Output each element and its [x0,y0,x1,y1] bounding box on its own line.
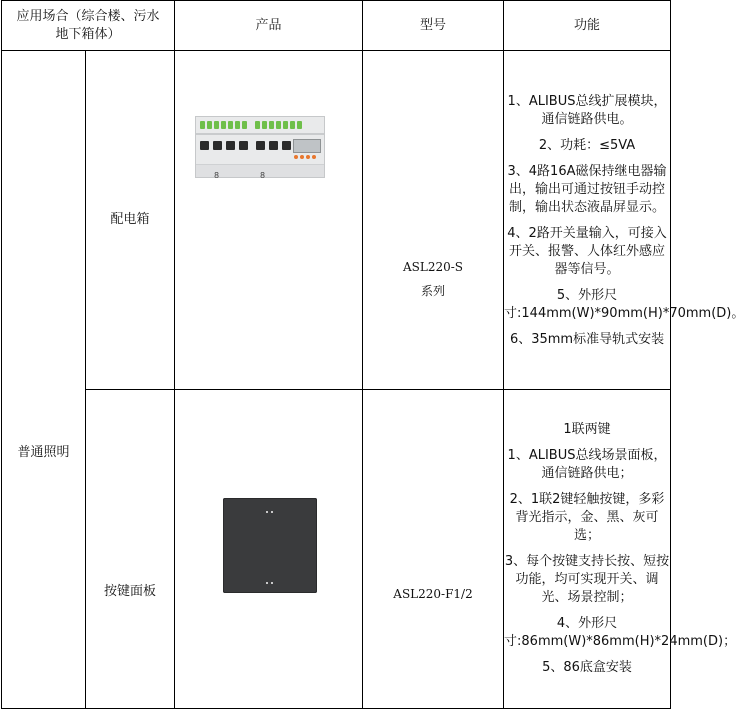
row-name-cell [86,51,175,390]
category-cell [2,51,86,709]
model-cell [363,51,504,390]
model-series: 系列 [421,284,446,298]
function-item: 4、外形尺寸:86mm(W)*86mm(H)*24mm(D)； [504,616,737,649]
header-scene-line1: 应用场合（综合楼、污水 [16,8,160,24]
function-item: 3、4路16A磁保持继电器输出，输出可通过按钮手动控制，输出状态液晶屏显示。 [507,163,667,215]
function-cell [504,390,737,709]
header-product: 产品 [175,1,363,51]
model-cell [363,390,504,709]
spec-table [1,0,744,709]
function-item: 5、外形尺寸:144mm(W)*90mm(H)*70mm(D)。 [504,287,744,321]
row-name-cell [86,390,175,709]
function-item: 4、2路开关量输入，可接入开关、报警、人体红外感应器等信号。 [507,225,667,277]
function-item: 2、1联2键轻触按键，多彩背光指示，金、黑、灰可选； [509,492,665,543]
function-item: 5、86底盒安装 [542,660,632,675]
header-model: 型号 [363,1,504,51]
din-rail-relay-module-image: 8 8 [195,116,325,178]
two-key-scene-panel-image [223,498,317,593]
function-item: 2、功耗：≤5VA [538,137,636,153]
function-cell [504,51,744,390]
header-function: 功能 [504,1,671,51]
model-number: ASL220-S [402,260,464,274]
model-number: ASL220-F1/2 [393,586,473,601]
product-image-cell [175,51,363,390]
header-scene [2,1,175,51]
header-scene-line2: 地下箱体） [55,26,121,42]
table-row [2,51,671,390]
function-item: 1联两键 [563,422,611,437]
category-label: 普通照明 [17,444,70,460]
product-image-cell [175,390,363,709]
function-item: 1、ALIBUS总线场景面板，通信链路供电； [507,448,667,481]
function-item: 3、每个按键支持长按、短按功能，均可实现开关、调光、场景控制； [504,554,670,605]
function-item: 6、35mm标准导轨式安装 [509,331,665,347]
row-name: 按键面板 [104,584,157,599]
table-row [2,390,671,709]
function-item: 1、ALIBUS总线扩展模块，通信链路供电。 [507,93,667,127]
row-name: 配电箱 [110,212,150,227]
header-row [2,1,671,51]
